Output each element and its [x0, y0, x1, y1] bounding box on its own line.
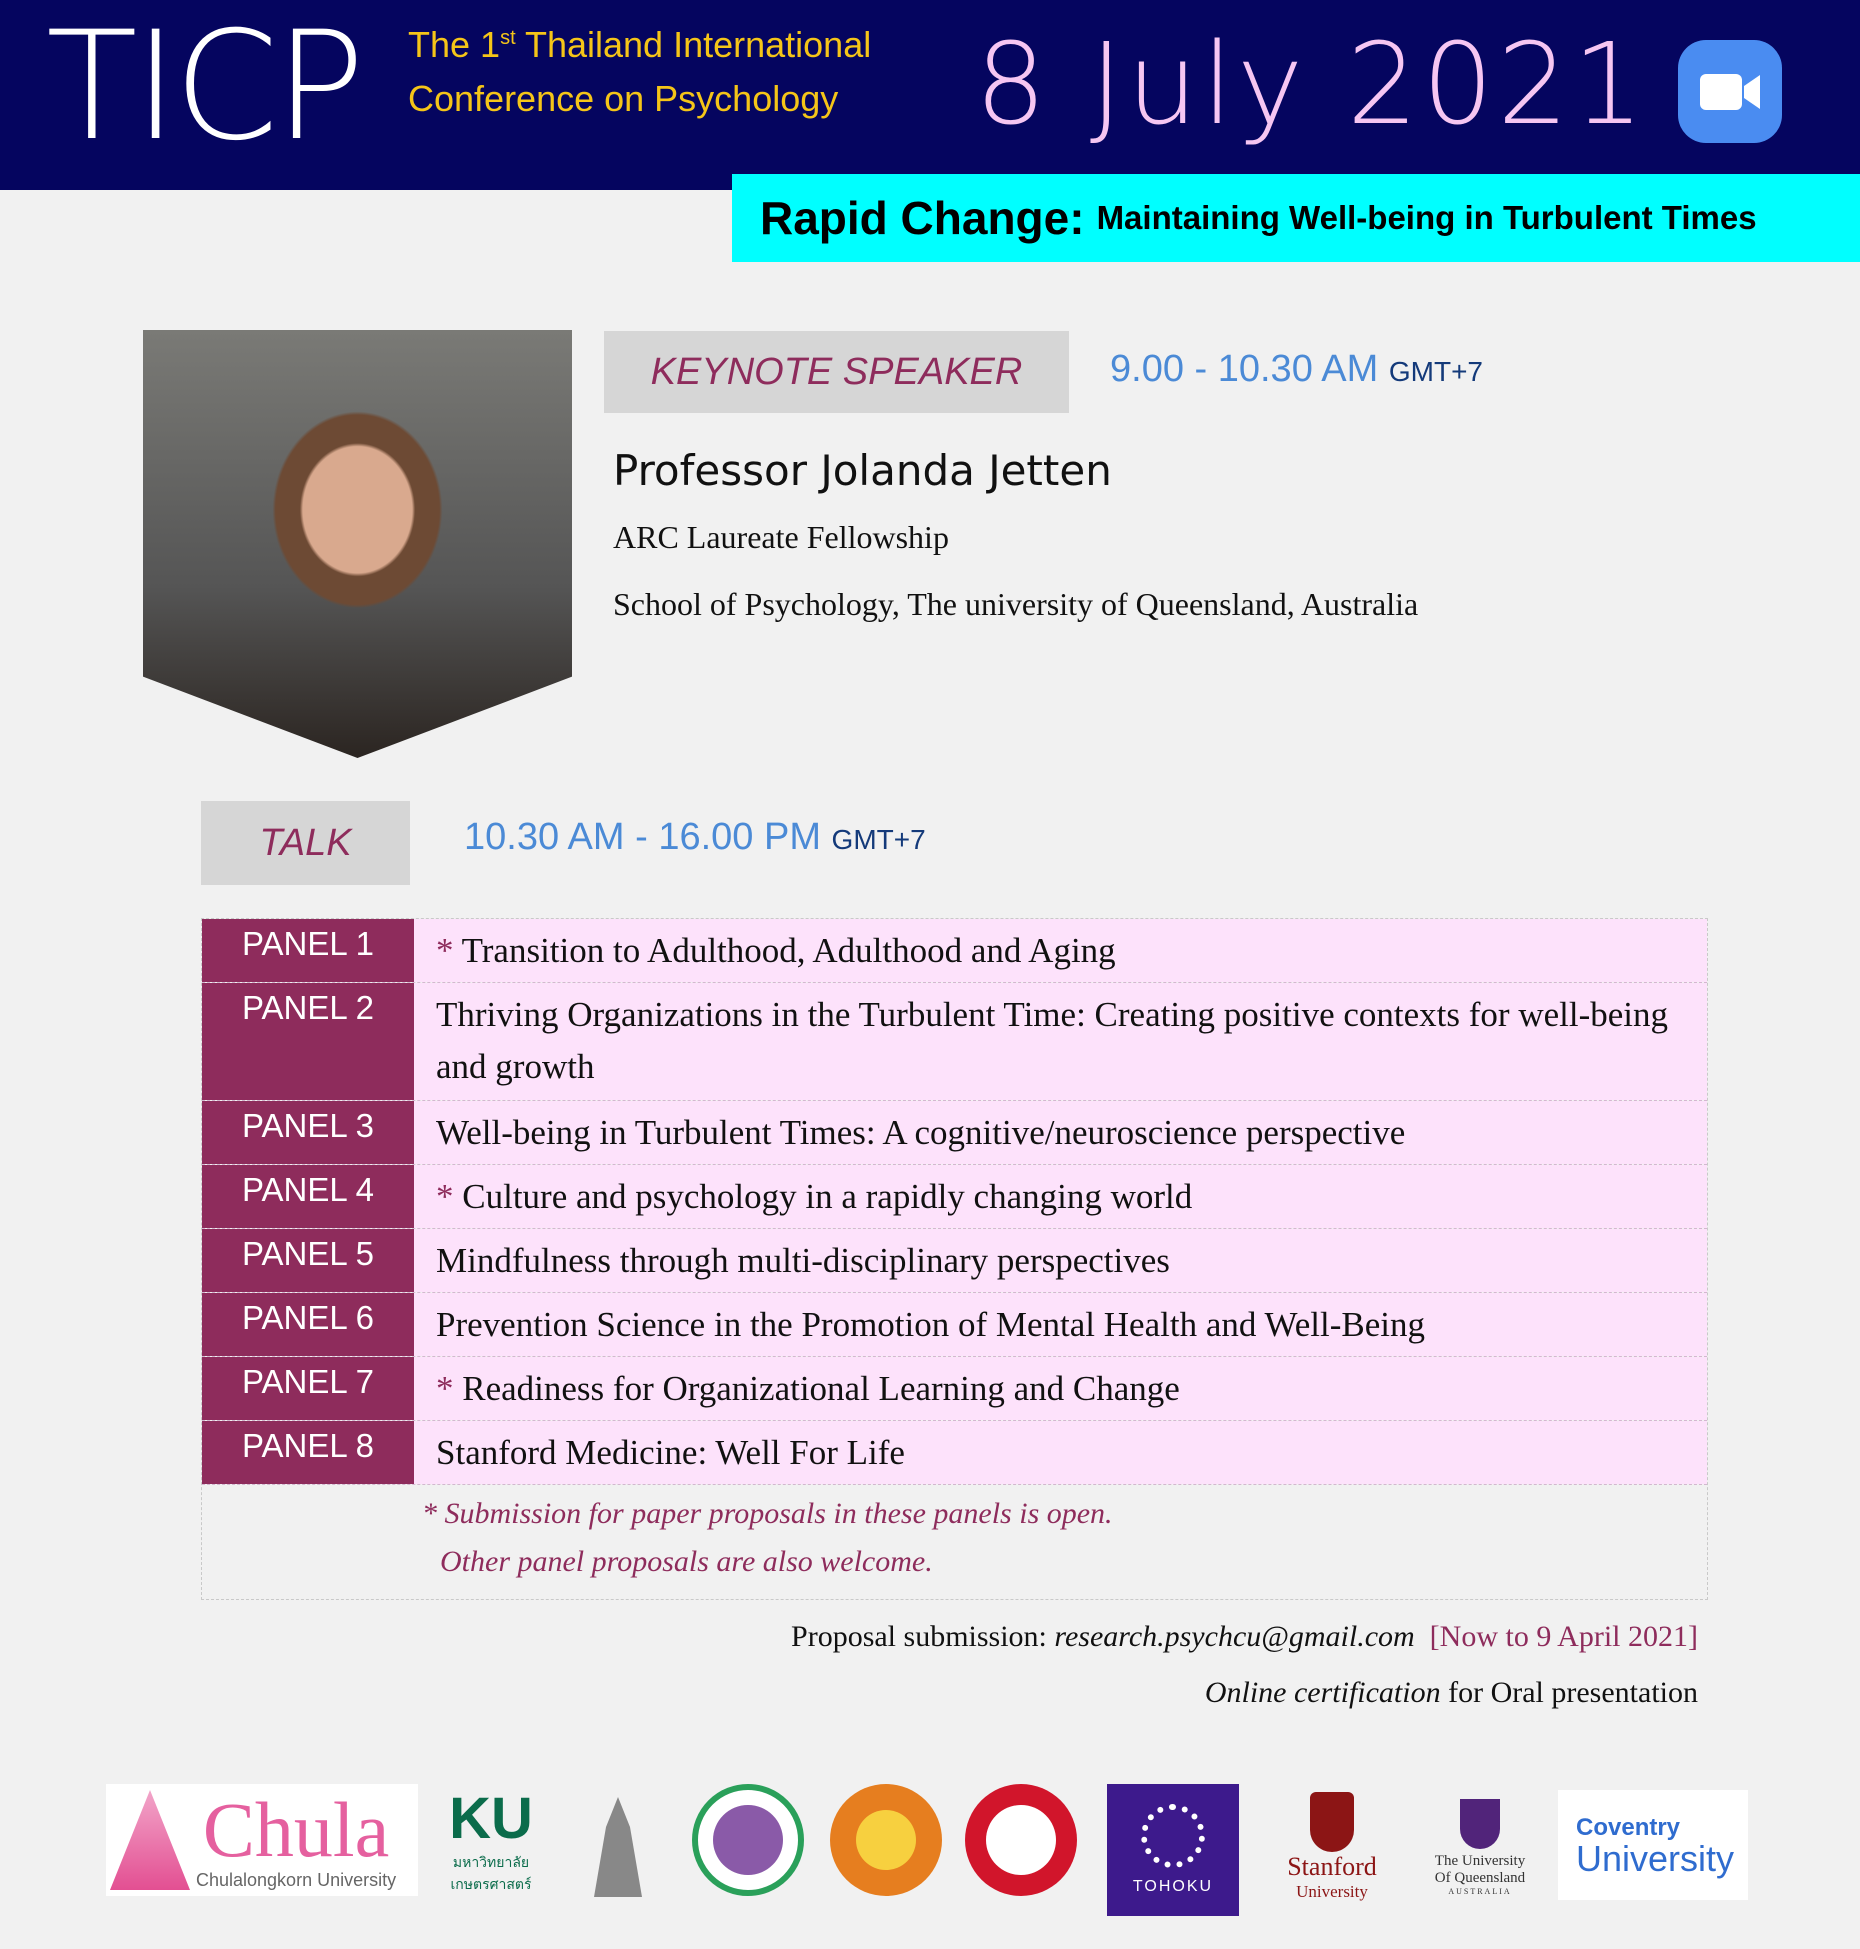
panel-row	[202, 919, 1707, 983]
panel-title: * Culture and psychology in a rapidly changing world	[414, 1165, 1707, 1228]
panel-table	[201, 918, 1708, 1600]
chiang-mai-university-logo	[692, 1784, 804, 1896]
talk-time: 10.30 AM - 16.00 PM GMT+7	[464, 816, 926, 858]
panel-row	[202, 1421, 1707, 1485]
panel-label: PANEL 8	[202, 1421, 414, 1484]
tohoku-university-logo: TOHOKU	[1107, 1784, 1239, 1916]
keynote-speaker-tag: KEYNOTE SPEAKER	[604, 331, 1069, 413]
speaker-photo	[143, 330, 572, 758]
panel-row	[202, 1293, 1707, 1357]
speaker-name: Professor Jolanda Jetten	[613, 446, 1112, 495]
conference-theme: Rapid Change: Maintaining Well-being in Turbulent Times	[732, 174, 1860, 262]
panel-label: PANEL 5	[202, 1229, 414, 1292]
notes-area	[202, 1485, 1707, 1599]
panel-row	[202, 1165, 1707, 1229]
note-other-proposals: Other panel proposals are also welcome.	[440, 1545, 933, 1578]
panel-title: Mindfulness through multi-disciplinary perspectives	[414, 1229, 1707, 1292]
university-seal-logo	[566, 1784, 670, 1910]
conference-title-line2: Conference on Psychology	[408, 78, 839, 119]
event-date: 8 July 2021	[975, 20, 1648, 150]
panel-title: * Transition to Adulthood, Adulthood and Aging	[414, 919, 1707, 982]
submission-email[interactable]: research.psychcu@gmail.com	[1054, 1620, 1415, 1653]
university-of-queensland-logo: The University Of Queensland AUSTRALIA	[1418, 1784, 1542, 1910]
thammasat-university-logo	[830, 1784, 942, 1896]
panel-title: Thriving Organizations in the Turbulent Time: Creating positive contexts for well-being and growth	[414, 983, 1707, 1100]
panel-title: Prevention Science in the Promotion of Mental Health and Well-Being	[414, 1293, 1707, 1356]
speaker-affiliation: School of Psychology, The university of Queensland, Australia	[613, 586, 1419, 622]
keynote-time: 9.00 - 10.30 AM GMT+7	[1110, 348, 1483, 390]
panel-row	[202, 1357, 1707, 1421]
proposal-submission: Proposal submission: research.psychcu@gmail.com [Now to 9 April 2021]	[791, 1620, 1698, 1653]
conference-title-line1: The 1st Thailand International	[408, 24, 872, 65]
stanford-logo: Stanford University	[1272, 1784, 1392, 1910]
speaker-role: ARC Laureate Fellowship	[613, 519, 949, 555]
certification-note: Online certification for Oral presentation	[1204, 1676, 1698, 1709]
zoom-video-camera-icon	[1678, 40, 1782, 143]
panel-row	[202, 1229, 1707, 1293]
chula-logo: Chula Chulalongkorn University	[106, 1784, 418, 1896]
srinakharinwirot-university-logo	[965, 1784, 1077, 1896]
panel-label: PANEL 1	[202, 919, 414, 982]
panel-label: PANEL 4	[202, 1165, 414, 1228]
ticp-logo: TICP	[46, 0, 362, 174]
panel-label: PANEL 2	[202, 983, 414, 1100]
panel-title: Stanford Medicine: Well For Life	[414, 1421, 1707, 1484]
panel-label: PANEL 7	[202, 1357, 414, 1420]
panel-title: * Readiness for Organizational Learning and Change	[414, 1357, 1707, 1420]
panel-title: Well-being in Turbulent Times: A cognitive/neuroscience perspective	[414, 1101, 1707, 1164]
panel-row	[202, 983, 1707, 1101]
ku-logo: KU มหาวิทยาลัยเกษตรศาสตร์	[449, 1785, 533, 1892]
panel-row	[202, 1101, 1707, 1165]
panel-label: PANEL 3	[202, 1101, 414, 1164]
talk-tag: TALK	[201, 801, 410, 885]
coventry-university-logo: Coventry University	[1558, 1790, 1748, 1900]
panel-label: PANEL 6	[202, 1293, 414, 1356]
note-submission-open: * Submission for paper proposals in these panels is open.	[422, 1497, 1113, 1530]
